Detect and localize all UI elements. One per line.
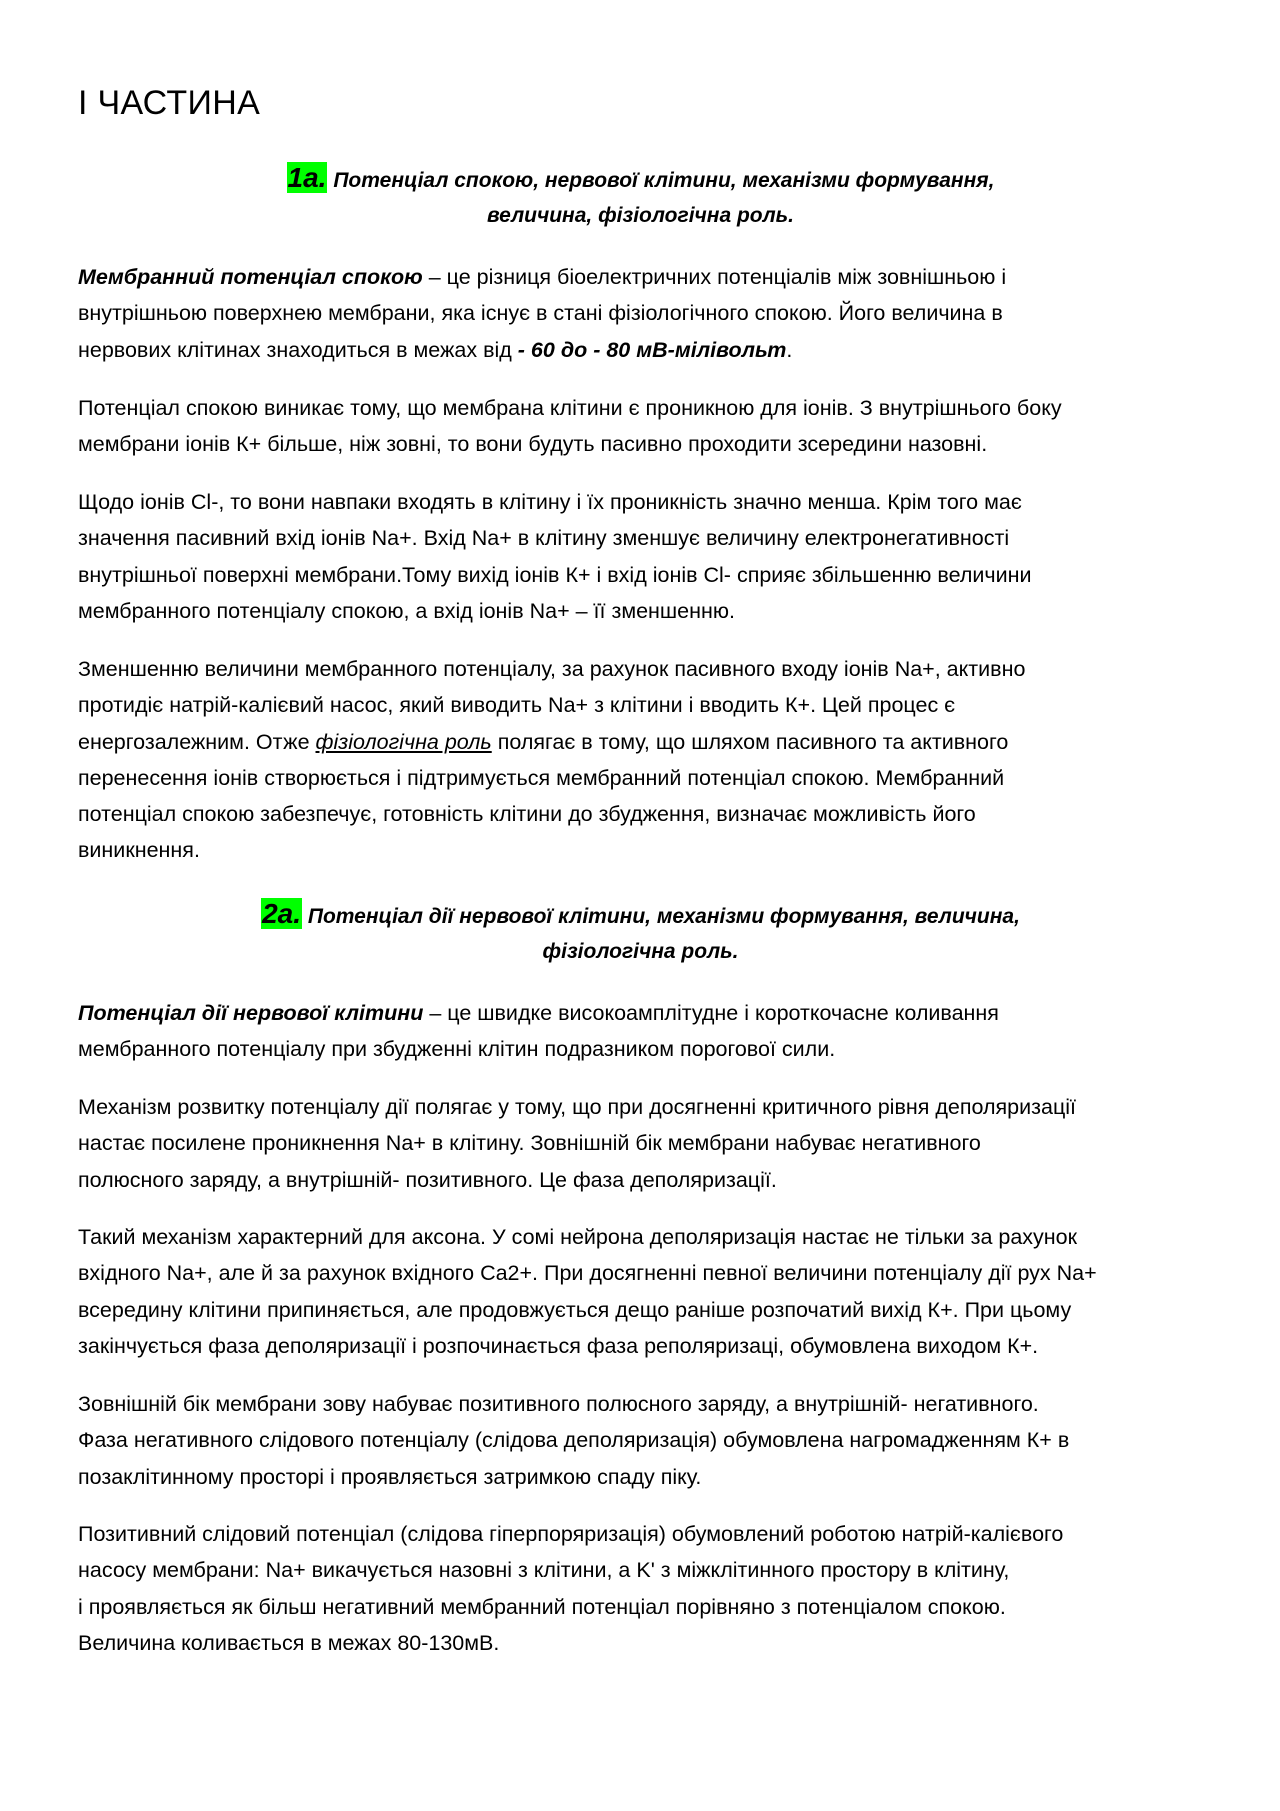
- resting-potential-term: Мембранний потенціал спокою: [78, 265, 423, 289]
- text-line: Потенціал спокою виникає тому, що мембрана клітини є проникною для іонів. З внутрішнього боку: [78, 396, 1062, 420]
- section-2-paragraph-5: [78, 1516, 1203, 1661]
- text-line: і проявляється як більш негативний мембранний потенціал порівняно з потенціалом спокою.: [78, 1594, 1006, 1619]
- section-1-heading-line-1: [78, 160, 1203, 198]
- part-title: І ЧАСТИНА: [78, 84, 261, 122]
- section-1-number: 1а.: [287, 162, 327, 193]
- section-2-paragraph-2: [78, 1089, 1203, 1198]
- text-line: перенесення іонів створюється і підтримується мембранний потенціал спокою. Мембранний: [78, 765, 1005, 790]
- text-line: вхідного Na+, але й за рахунок вхідного Ca2+. При досягненні певної величини потенціалу дії рух Na+: [78, 1261, 1097, 1286]
- text-line: мембрани іонів К+ більше, ніж зовні, то вони будуть пасивно проходити зсередини назовні.: [78, 432, 988, 457]
- section-2-title-1: Потенціал дії нервової клітини, механізми формування, величина,: [307, 905, 1020, 928]
- section-1-title-2: величина, фізіологічна роль.: [486, 204, 794, 227]
- text-line: значення пасивний вхід іонів Na+. Вхід Na+ в клітину зменшує величину електронегативності: [78, 526, 1010, 551]
- text-span: полягає в тому, що шляхом пасивного та активного: [491, 729, 1009, 754]
- text-line: настає посилене проникнення Na+ в клітину. Зовнішній бік мембрани набуває негативного: [78, 1131, 981, 1156]
- physiological-role-term: фізіологічна роль: [315, 729, 492, 754]
- section-1-title-1: Потенціал спокою, нервової клітини, механізми формування,: [333, 169, 995, 192]
- text-span: – це швидке високоамплітудне і короткочасне коливання: [423, 1001, 999, 1025]
- section-2-paragraph-3: [78, 1219, 1203, 1364]
- text-line: протидіє натрій-калієвий насос, який виводить Na+ з клітини і вводить К+. Цей процес є: [78, 693, 956, 718]
- text-line: внутрішньою поверхнею мембрани, яка існує в стані фізіологічного спокою. Його величина в: [78, 301, 1003, 326]
- text-line: позаклітинному просторі і проявляється затримкою спаду піку.: [78, 1464, 702, 1489]
- text-span: енергозалежним. Отже: [78, 729, 316, 754]
- section-2-paragraph-4: [78, 1386, 1203, 1495]
- text-line: виникнення.: [78, 838, 200, 863]
- text-line: Механізм розвитку потенціалу дії полягає у тому, що при досягненні критичного рівня деполяризації: [78, 1095, 1077, 1119]
- resting-potential-value: - 60 до - 80 мВ-мілівольт: [517, 337, 787, 362]
- text-line: Позитивний слідовий потенціал (слідова гіперпоряризація) обумовлений роботою натрій-калієвого: [78, 1522, 1064, 1546]
- action-potential-term: Потенціал дії нервової клітини: [78, 1001, 424, 1025]
- text-line: насосу мембрани: Na+ викачується назовні з клітини, а K' з міжклітинного простору в клітину,: [78, 1558, 1010, 1583]
- text-line: Величина коливається в межах 80-130мВ.: [78, 1630, 500, 1655]
- section-1-paragraph-4: [78, 651, 1203, 869]
- text-line: Щодо іонів Cl-, то вони навпаки входять в клітину і їх проникність значно менша. Крім того має: [78, 490, 1022, 514]
- text-line: потенціал спокою забезпечує, готовність клітини до збудження, визначає можливість його: [78, 802, 976, 827]
- section-2-heading-line-1: [78, 896, 1203, 934]
- text-span: нервових клітинах знаходиться в межах від: [78, 337, 518, 362]
- text-line: всередину клітини припиняється, але продовжується дещо раніше розпочатий вихід К+. При цьому: [78, 1297, 1072, 1322]
- section-1-paragraph-3: [78, 484, 1203, 629]
- text-line: Такий механізм характерний для аксона. У сомі нейрона деполяризація настає не тільки за рахунок: [78, 1225, 1078, 1249]
- section-1-heading: [78, 160, 1203, 233]
- text-line: мембранного потенціалу спокою, а вхід іонів Na+ – її зменшенню.: [78, 598, 735, 623]
- text-line: Фаза негативного слідового потенціалу (слідова деполяризація) обумовлена нагромадженням К+ в: [78, 1428, 1070, 1453]
- text-line: мембранного потенціалу при збудженні клітин подразником порогової сили.: [78, 1037, 836, 1062]
- text-line: Зменшенню величини мембранного потенціалу, за рахунок пасивного входу іонів Na+, активно: [78, 657, 1026, 681]
- text-line: Зовнішній бік мембрани зову набуває позитивного полюсного заряду, а внутрішній- негативного.: [78, 1392, 1039, 1416]
- text-span: – це різниця біоелектричних потенціалів між зовнішньою і: [422, 265, 1007, 289]
- text-span: .: [786, 337, 793, 362]
- section-2-number: 2а.: [262, 898, 301, 929]
- section-2-heading: [78, 896, 1203, 969]
- text-line: закінчується фаза деполяризації і розпочинається фаза реполяризаці, обумовлена виходом К+.: [78, 1333, 1039, 1358]
- text-line: внутрішньої поверхні мембрани.Тому вихід іонів К+ і вхід іонів Cl- сприяє збільшенню величини: [78, 562, 1032, 587]
- text-line: полюсного заряду, а внутрішній- позитивного. Це фаза деполяризації.: [78, 1167, 777, 1192]
- section-2-paragraph-1: [78, 995, 1203, 1068]
- section-1-paragraph-1: [78, 259, 1203, 368]
- section-2-title-2: фізіологічна роль.: [542, 940, 739, 963]
- section-1-paragraph-2: [78, 390, 1203, 463]
